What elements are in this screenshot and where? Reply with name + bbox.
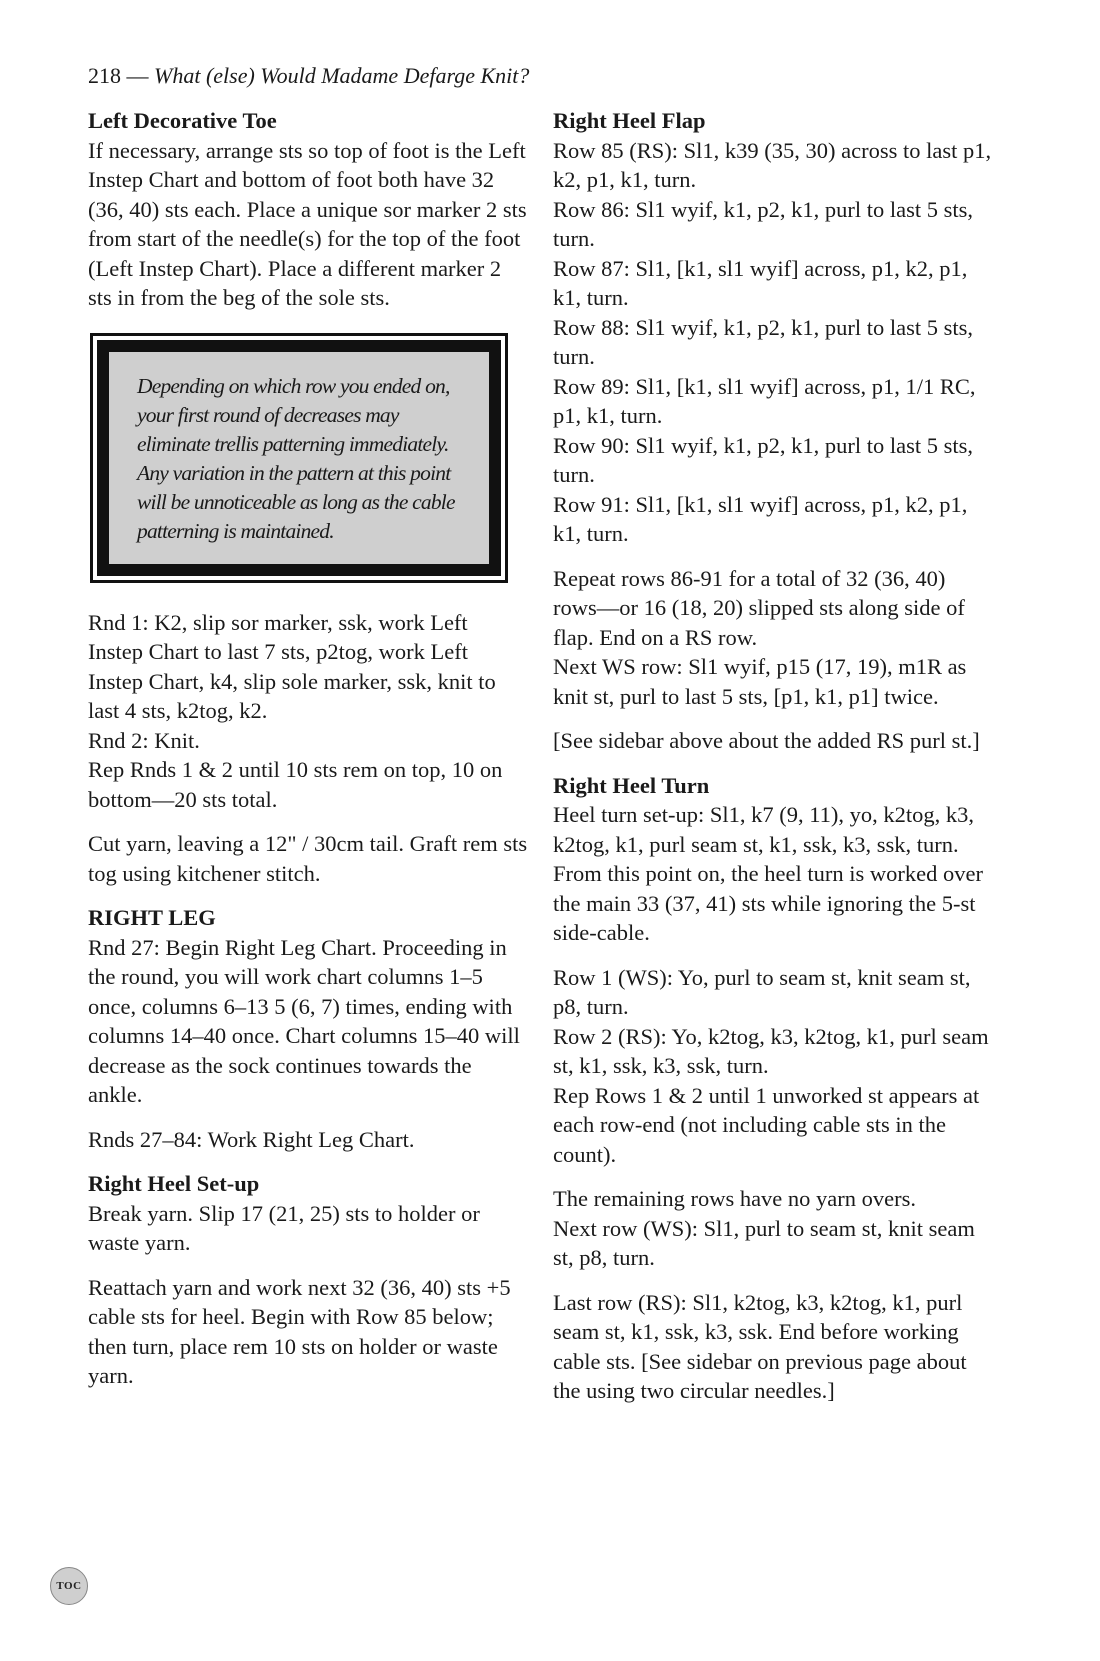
left-column [88, 106, 528, 1406]
rnd27-instruction: Rnd 27: Begin Right Leg Chart. Proceeding in the round, you will work chart columns 1–5 once, columns 6–13 5 (6, 7) times, ending with columns 14–40 once. Chart columns 15–40 will decrease as the sock continues towards the ankle. [88, 934, 520, 1107]
next-ws-instruction: Next WS row: Sl1 wyif, p15 (17, 19), m1R as knit st, purl to last 5 sts, [p1, k1, p1] twice. [553, 654, 967, 709]
right-column [553, 106, 993, 1421]
last-row-instruction: Last row (RS): Sl1, k2tog, k3, k2tog, k1, purl seam st, k1, ssk, k3, ssk. End before working cable sts. [See sidebar on previous page about the using two circular needles.] [553, 1289, 967, 1403]
running-header [88, 62, 529, 90]
row88-instruction: Row 88: Sl1 wyif, k1, p2, k1, purl to last 5 sts, turn. [553, 314, 974, 369]
remaining-rows-note: The remaining rows have no yarn overs. [553, 1186, 917, 1211]
rnd2-instruction: Rnd 2: Knit. [88, 727, 200, 753]
rep-rows-instruction: Rep Rows 1 & 2 until 1 unworked st appears at each row-end (not including cable sts in the count). [553, 1082, 980, 1167]
reattach-instruction: Reattach yarn and work next 32 (36, 40) sts +5 cable sts for heel. Begin with Row 85 below; then turn, place rem 10 sts on holder or waste yarn. [88, 1274, 511, 1388]
sidebar-note-box [90, 333, 508, 583]
row85-instruction: Row 85 (RS): Sl1, k39 (35, 30) across to last p1, k2, p1, k1, turn. [553, 137, 992, 192]
see-sidebar-note: [See sidebar above about the added RS purl st.] [553, 728, 980, 753]
rnds27-84-instruction: Rnds 27–84: Work Right Leg Chart. [88, 1126, 415, 1152]
heel-turn-heading: Right Heel Turn [553, 772, 710, 798]
toe-instructions: If necessary, arrange sts so top of foot is the Left Instep Chart and bottom of foot both have 32 (36, 40) sts each. Place a unique sor marker 2 sts from start of the needle(s) for the top of the foot (Left Instep Chart). Place a different marker 2 sts in from the beg of the sole sts. [88, 137, 527, 310]
heel-flap-heading: Right Heel Flap [553, 108, 706, 133]
toe-heading: Left Decorative Toe [88, 108, 277, 133]
toc-button[interactable]: TOC [50, 1567, 88, 1605]
break-yarn-instruction: Break yarn. Slip 17 (21, 25) sts to holder or waste yarn. [88, 1200, 480, 1255]
row90-instruction: Row 90: Sl1 wyif, k1, p2, k1, purl to last 5 sts, turn. [553, 432, 974, 487]
row91-instruction: Row 91: Sl1, [k1, sl1 wyif] across, p1, k2, p1, k1, turn. [553, 491, 968, 546]
row86-instruction: Row 86: Sl1 wyif, k1, p2, k1, purl to last 5 sts, turn. [553, 196, 974, 251]
row89-instruction: Row 89: Sl1, [k1, sl1 wyif] across, p1, 1/1 RC, p1, k1, turn. [553, 373, 976, 428]
rep-rnds-instruction: Rep Rnds 1 & 2 until 10 sts rem on top, 10 on bottom—20 sts total. [88, 757, 503, 812]
row1-instruction: Row 1 (WS): Yo, purl to seam st, knit seam st, p8, turn. [553, 964, 971, 1019]
row2-instruction: Row 2 (RS): Yo, k2tog, k3, k2tog, k1, purl seam st, k1, ssk, k3, ssk, turn. [553, 1023, 989, 1078]
row87-instruction: Row 87: Sl1, [k1, sl1 wyif] across, p1, k2, p1, k1, turn. [553, 255, 968, 310]
sidebar-note-text: Depending on which row you ended on, your first round of decreases may eliminate trellis patterning immediately. Any variation in the pattern at this point will be unnoticeable as long as the cable patterning is maintained. [137, 373, 455, 543]
heel-turn-setup-instruction: Heel turn set-up: Sl1, k7 (9, 11), yo, k2tog, k3, k2tog, k1, purl seam st, k1, ssk, k3, ssk, turn. From this point on, the heel turn is worked over the main 33 (37, 41) sts while ignoring the 5-st side-cable. [553, 802, 983, 945]
right-leg-heading: RIGHT LEG [88, 905, 216, 930]
heel-setup-heading: Right Heel Set-up [88, 1171, 260, 1196]
next-row-ws-instruction: Next row (WS): Sl1, purl to seam st, knit seam st, p8, turn. [553, 1215, 975, 1270]
rnd1-instruction: Rnd 1: K2, slip sor marker, ssk, work Left Instep Chart to last 7 sts, p2tog, work Left Instep Chart, k4, slip sole marker, ssk, knit to last 4 sts, k2tog, k2. [88, 609, 496, 723]
page-number: 218 — [88, 63, 149, 88]
sidebar-note-inner [97, 340, 501, 576]
book-title: What (else) Would Madame Defarge Knit? [154, 63, 530, 88]
repeat-rows-instruction: Repeat rows 86-91 for a total of 32 (36, 40) rows—or 16 (18, 20) slipped sts along side of flap. End on a RS row. [553, 565, 965, 650]
cut-yarn-instruction: Cut yarn, leaving a 12" / 30cm tail. Graft rem sts tog using kitchener stitch. [88, 831, 528, 886]
